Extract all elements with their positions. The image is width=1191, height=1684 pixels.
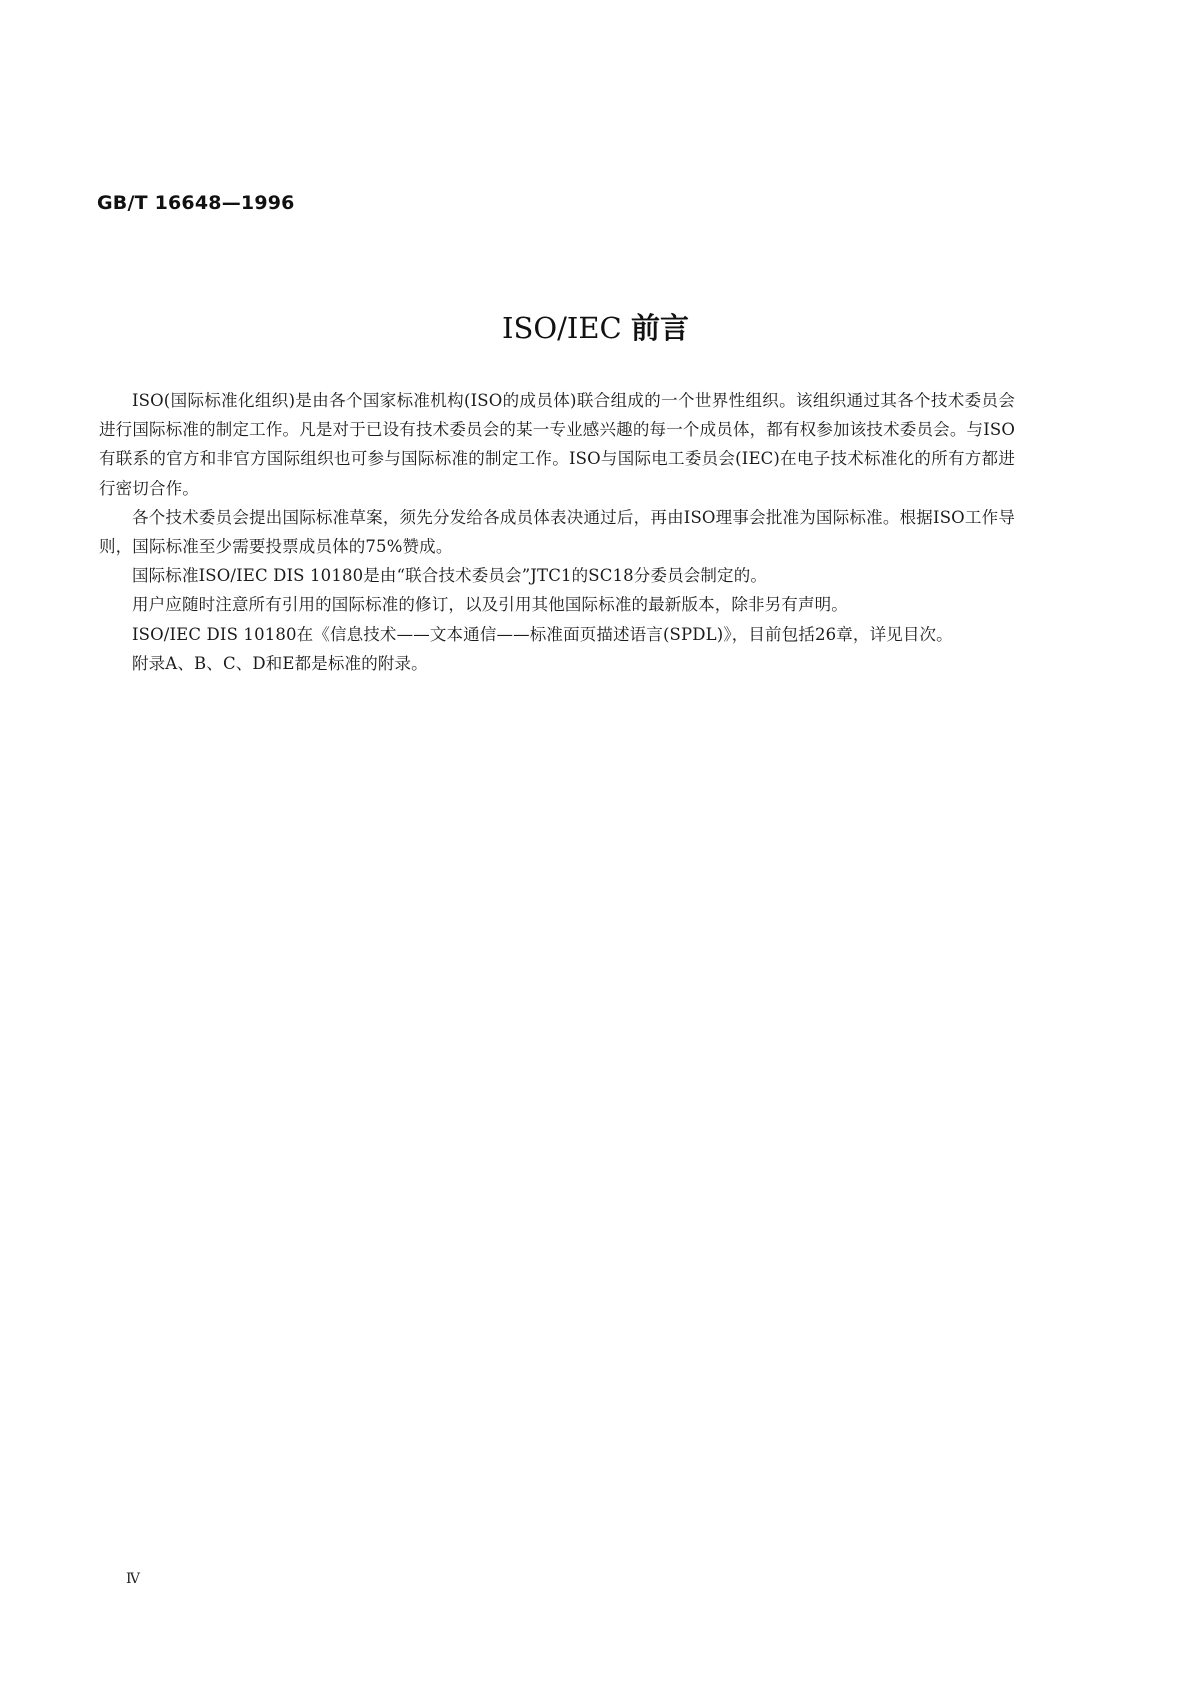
paragraph-annexes: 附录A、B、C、D和E都是标准的附录。 (132, 653, 428, 673)
page-title (0, 313, 1191, 345)
page-number: Ⅳ (126, 1571, 140, 1587)
paragraph-draft-approval: 各个技术委员会提出国际标准草案，须先分发给各成员体表决通过后，再由ISO理事会批准为国际标准。根据ISO工作导则，国际标准至少需要投票成员体的75%赞成。 (99, 507, 1015, 557)
page-title-cjk: 前言 (630, 311, 689, 345)
paragraph-iso-organization: ISO(国际标准化组织)是由各个国家标准机构(ISO的成员体)联合组成的一个世界性组织。该组织通过其各个技术委员会进行国际标准的制定工作。凡是对于已设有技术委员会的某一专业感兴趣的每一个成员体，都有权参加该技术委员会。与ISO有联系的官方和非官方国际组织也可参与国际标准的制定工作。ISO与国际电工委员会(IEC)在电子技术标准化的所有方都进行密切合作。 (99, 391, 1015, 498)
foreword-body (99, 386, 1015, 678)
standard-number: GB/T 16648—1996 (97, 192, 295, 214)
page-title-latin: ISO/IEC (502, 311, 631, 345)
paragraph-committee: 国际标准ISO/IEC DIS 10180是由“联合技术委员会”JTC1的SC18分委员会制定的。 (132, 566, 768, 586)
paragraph-spdl-scope: ISO/IEC DIS 10180在《信息技术——文本通信——标准面页描述语言(SPDL)》，目前包括26章，详见目次。 (132, 624, 953, 644)
paragraph-revision-notice: 用户应随时注意所有引用的国际标准的修订，以及引用其他国际标准的最新版本，除非另有声明。 (132, 595, 848, 615)
